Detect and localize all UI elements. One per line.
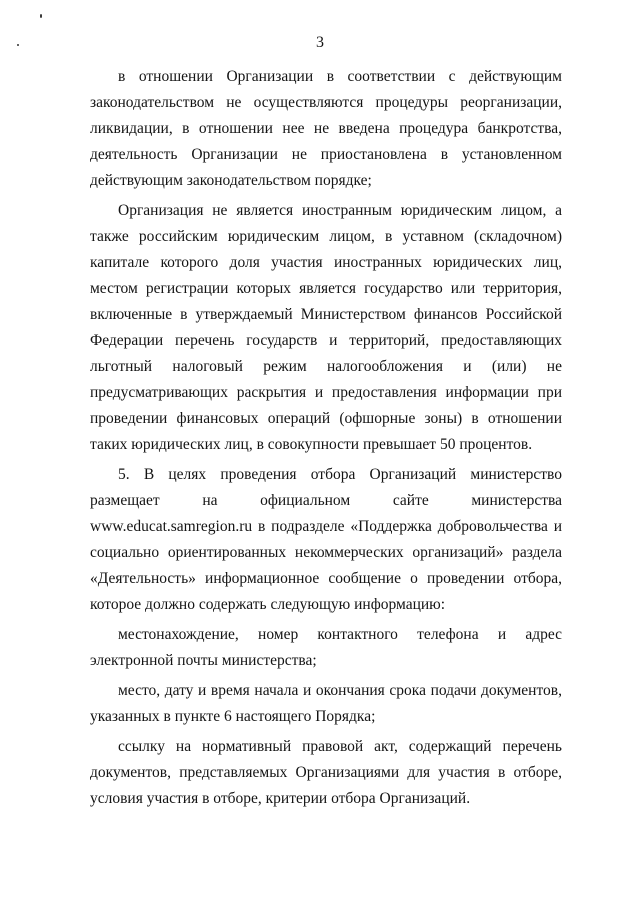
document-body <box>90 64 562 816</box>
paragraph-foreign-entity-condition: Организация не является иностранным юридическим лицом, а также российским юридическим лицом, в уставном (складочном) капитале которого доля участия иностранных юридических лиц, местом регистрации которых является государство или территория, включенные в утверждаемый Министерством финансов Российской Федерации перечень государств и территорий, предоставляющих льготный налоговый режим налогообложения и (или) не предусматривающих раскрытия и предоставления информации при проведении финансовых операций (офшорные зоны) в отношении таких юридических лиц, в совокупности превышает 50 процентов. <box>90 202 562 453</box>
paragraph-contact-info: местонахождение, номер контактного телефона и адрес электронной почты министерства; <box>90 626 562 669</box>
paragraph-selection-announcement: 5. В целях проведения отбора Организаций министерство размещает на официальном сайте министерства www.educat.samregion.ru в подразделе «Поддержка добровольчества и социально ориентированных некоммерческих организаций» раздела «Деятельность» информационное сообщение о проведении отбора, которое должно содержать следующую информацию: <box>90 466 562 613</box>
page-number: 3 <box>316 34 324 51</box>
scan-speck <box>40 14 42 18</box>
paragraph-legal-act-link: ссылку на нормативный правовой акт, содержащий перечень документов, представляемых Организациями для участия в отборе, условия участия в отборе, критерии отбора Организаций. <box>90 738 562 807</box>
paragraph-submission-dates: место, дату и время начала и окончания срока подачи документов, указанных в пункте 6 настоящего Порядка; <box>90 682 562 725</box>
paragraph-liquidation-condition: в отношении Организации в соответствии с действующим законодательством не осуществляются процедуры реорганизации, ликвидации, в отношении нее не введена процедура банкротства, деятельность Организации не приостановлена в установленном действующим законодательством порядке; <box>90 68 562 189</box>
